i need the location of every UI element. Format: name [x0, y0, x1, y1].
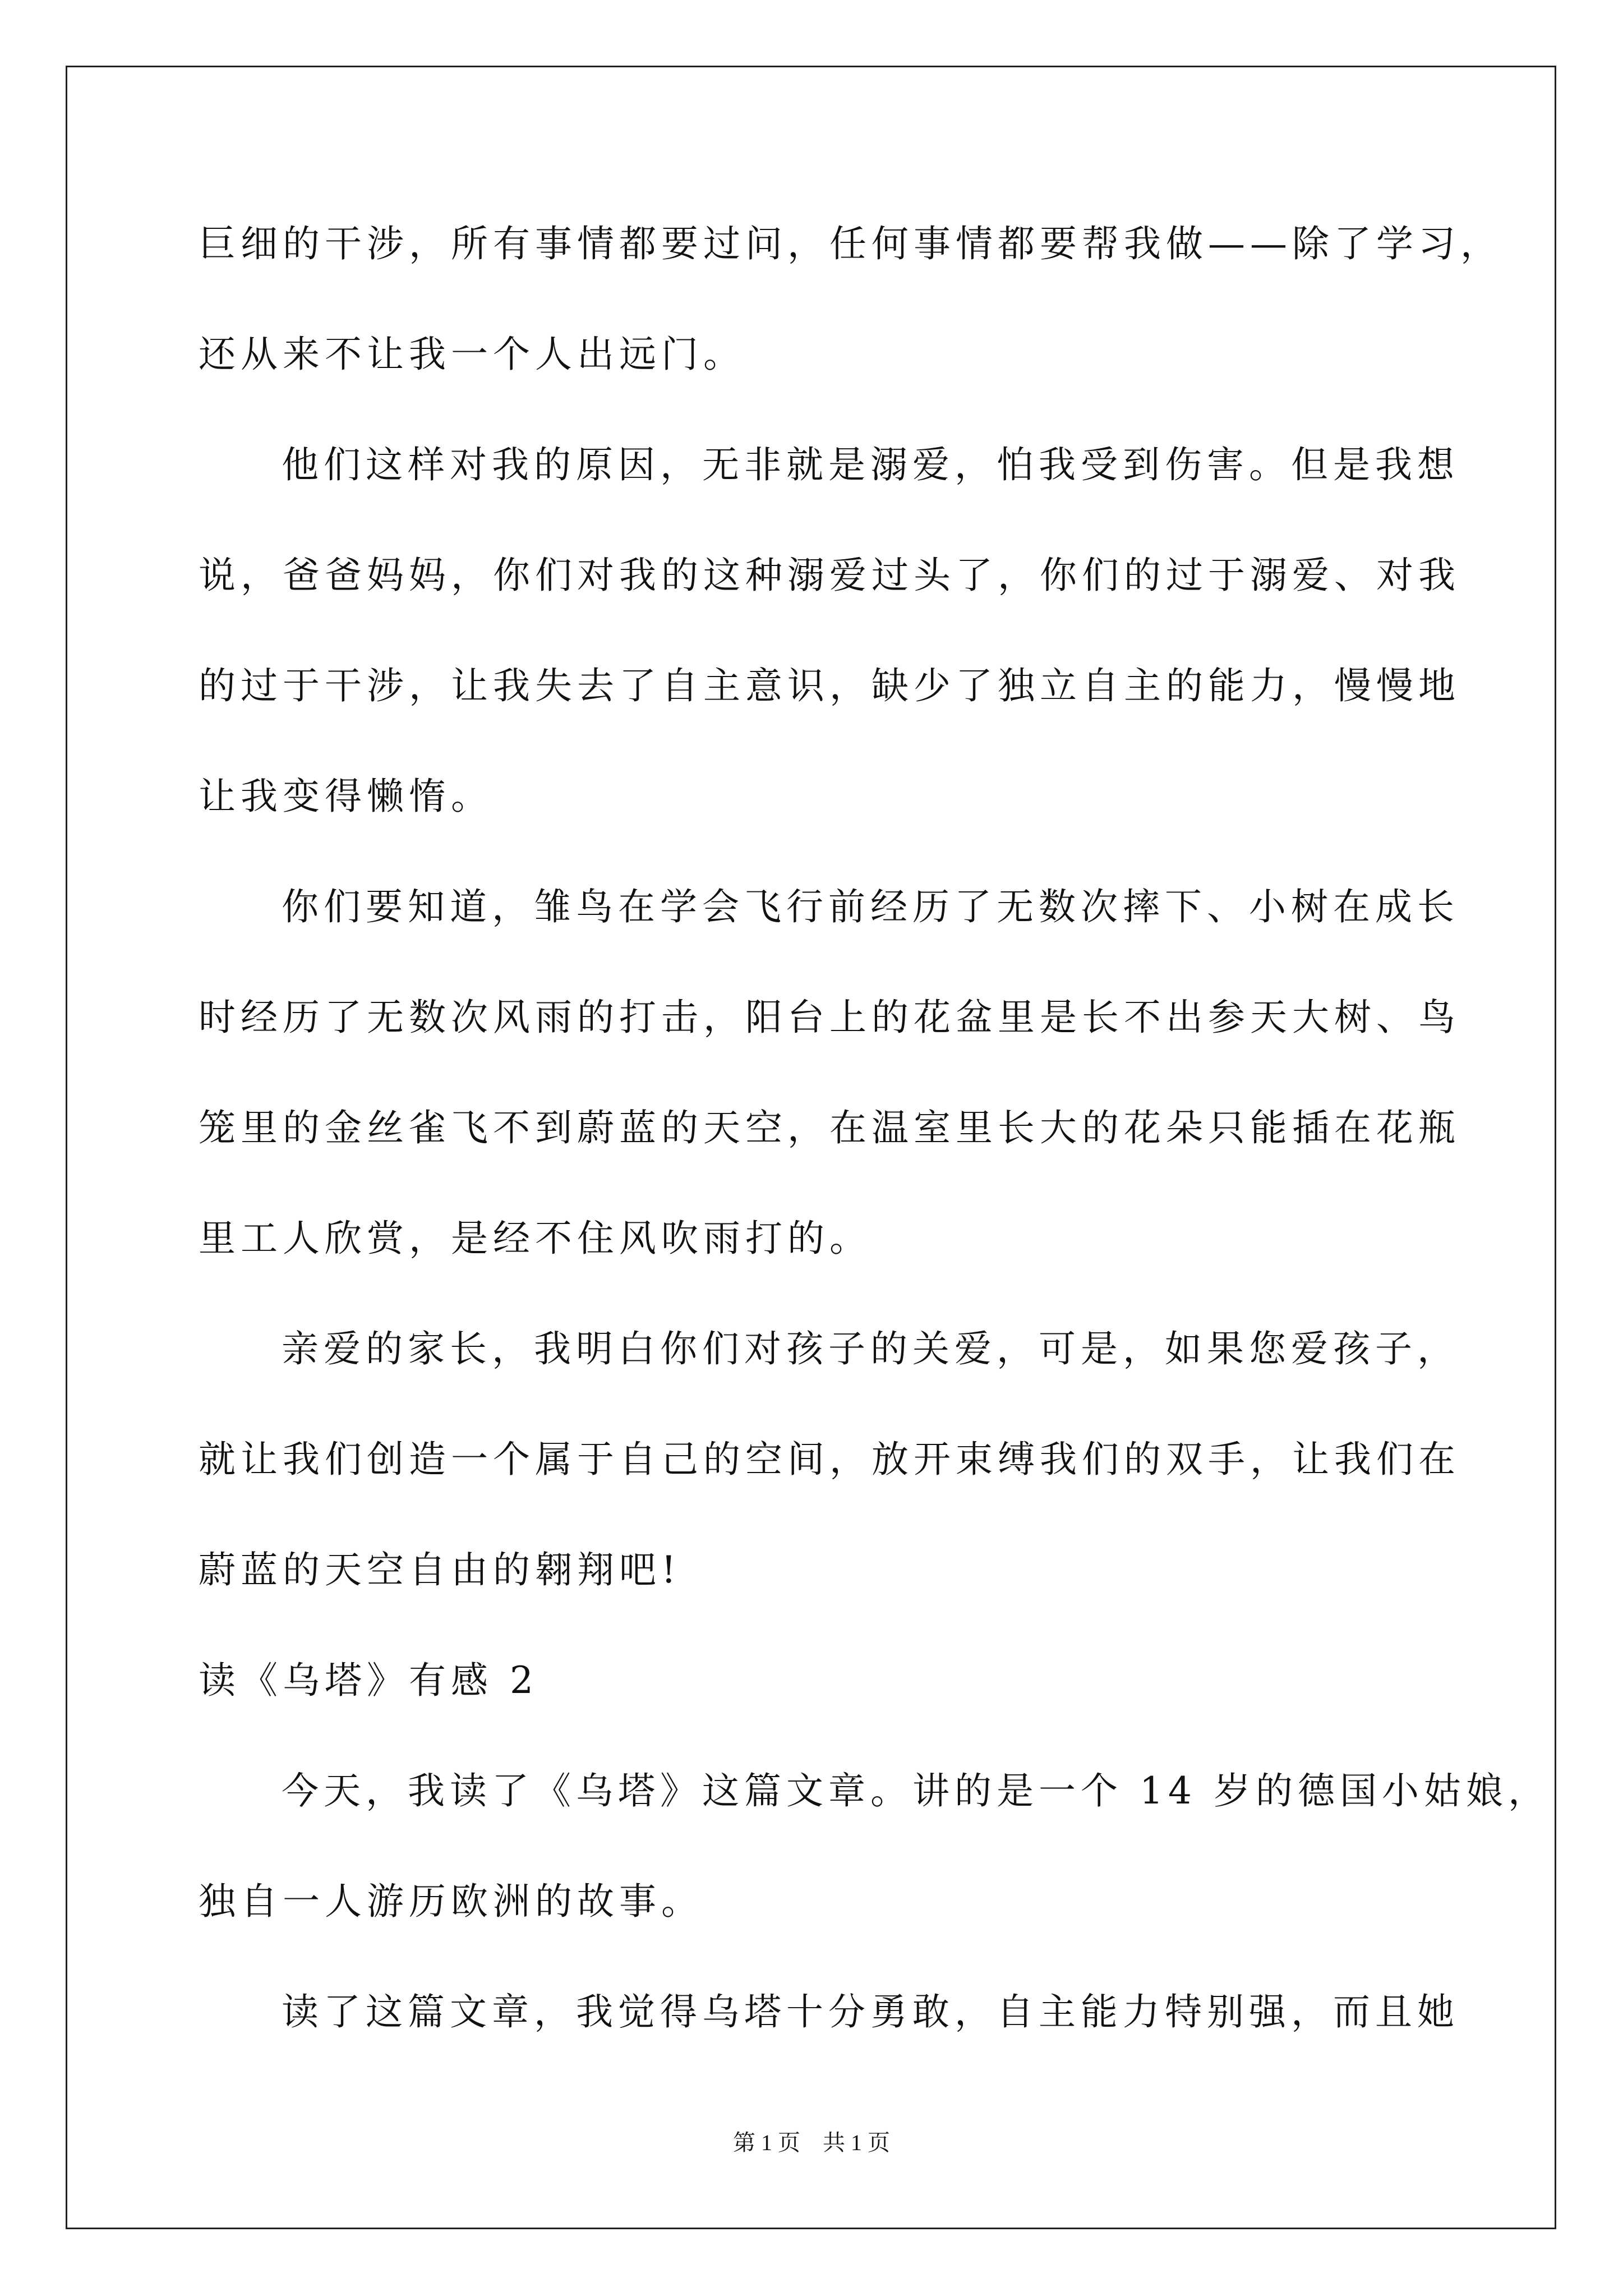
text-line: 的过于干涉，让我失去了自主意识，缺少了独立自主的能力，慢慢地 — [199, 664, 1460, 707]
text-line: 说，爸爸妈妈，你们对我的这种溺爱过头了，你们的过于溺爱、对我 — [199, 554, 1460, 597]
paragraph-start-line: 读了这篇文章，我觉得乌塔十分勇敢，自主能力特别强，而且她 — [282, 1990, 1459, 2033]
text-line: 就让我们创造一个属于自己的空间，放开束缚我们的双手，让我们在 — [199, 1438, 1460, 1481]
paragraph-start-line: 你们要知道，雏鸟在学会飞行前经历了无数次摔下、小树在成长 — [282, 885, 1459, 928]
section-heading: 读《乌塔》有感 2 — [199, 1659, 538, 1702]
paragraph-start-line: 今天，我读了《乌塔》这篇文章。讲的是一个 14 岁的德国小姑娘， — [282, 1769, 1550, 1812]
paragraph-start-line: 他们这样对我的原因，无非就是溺爱，怕我受到伤害。但是我想 — [282, 443, 1459, 486]
text-line: 蔚蓝的天空自由的翱翔吧! — [199, 1548, 681, 1591]
text-line: 让我变得懒惰。 — [199, 775, 493, 818]
text-line: 还从来不让我一个人出远门。 — [199, 333, 745, 376]
paragraph-start-line: 亲爱的家长，我明白你们对孩子的关爱，可是，如果您爱孩子， — [282, 1327, 1459, 1370]
text-line: 笼里的金丝雀飞不到蔚蓝的天空，在温室里长大的花朵只能插在花瓶 — [199, 1106, 1460, 1149]
page-number-footer: 第 1 页 共 1 页 — [733, 2130, 890, 2155]
text-line: 独自一人游历欧洲的故事。 — [199, 1880, 703, 1923]
text-line: 巨细的干涉，所有事情都要过问，任何事情都要帮我做——除了学习， — [199, 222, 1502, 265]
text-line: 时经历了无数次风雨的打击，阳台上的花盆里是长不出参天大树、鸟 — [199, 996, 1460, 1039]
text-line: 里工人欣赏，是经不住风吹雨打的。 — [199, 1217, 872, 1260]
